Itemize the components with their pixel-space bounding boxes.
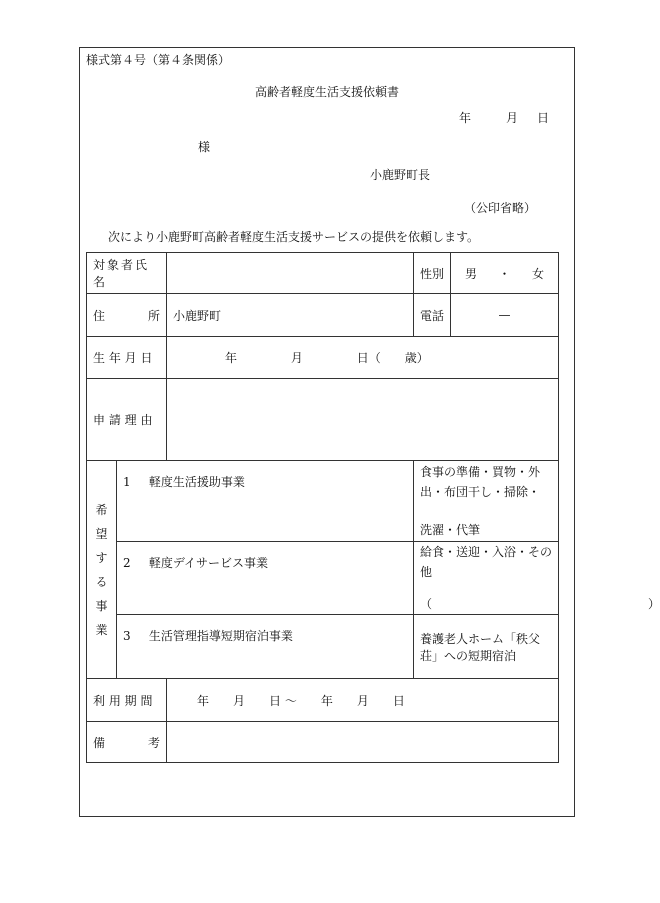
remarks-label-2: 考 xyxy=(148,735,161,750)
address-field[interactable]: 小鹿野町 xyxy=(167,294,414,337)
row-remarks xyxy=(87,722,559,763)
period-label: 利 用 期 間 xyxy=(87,679,167,722)
dob-month: 月 xyxy=(290,351,303,365)
remarks-label xyxy=(87,722,167,763)
service-name-2[interactable] xyxy=(117,542,414,615)
service-name: 生活管理指導短期宿泊事業 xyxy=(148,629,293,643)
service-detail-2 xyxy=(414,542,660,615)
dob-day-age: 日（ 歳） xyxy=(356,351,429,365)
row-period xyxy=(87,679,559,722)
dob-field[interactable] xyxy=(167,337,559,379)
row-reason xyxy=(87,379,559,461)
service-name: 軽度生活援助事業 xyxy=(148,475,245,489)
issuer-name: 小鹿野町長 xyxy=(370,168,431,182)
remarks-field[interactable] xyxy=(167,722,559,763)
services-label-char: す xyxy=(95,550,108,565)
remarks-label-1: 備 xyxy=(93,735,106,750)
reason-field[interactable] xyxy=(167,379,559,461)
address-label xyxy=(87,294,167,337)
service-number: 2 xyxy=(123,556,131,570)
document-title: 高齢者軽度生活支援依頼書 xyxy=(254,85,399,99)
services-label-char: 事 xyxy=(95,598,108,613)
services-label xyxy=(87,461,117,679)
service-detail-line: 洗濯・代筆 xyxy=(420,523,481,537)
form-page xyxy=(79,47,660,817)
gender-field[interactable] xyxy=(451,253,559,294)
service-detail-line: 食事の準備・買物・外出・布団干し・掃除・ xyxy=(420,465,541,499)
row-name xyxy=(87,253,559,294)
name-label: 対象者氏名 xyxy=(87,253,167,294)
form-number: 様式第４号（第４条関係） xyxy=(86,53,231,67)
phone-field[interactable]: — xyxy=(451,294,559,337)
address-label-1: 住 xyxy=(93,308,106,323)
date-month-label: 月 xyxy=(506,111,519,125)
seal-note: （公印省略） xyxy=(464,201,537,215)
name-field[interactable] xyxy=(167,253,414,294)
service-detail-line: 給食・送迎・入浴・その他 xyxy=(420,545,553,579)
phone-label: 電話 xyxy=(414,294,451,337)
row-address xyxy=(87,294,559,337)
dob-year: 年 xyxy=(225,351,238,365)
gender-female[interactable]: 女 xyxy=(531,266,544,281)
services-label-char: 望 xyxy=(95,526,108,541)
services-label-char: 希 xyxy=(95,502,108,517)
dob-label: 生 年 月 日 xyxy=(87,337,167,379)
services-label-char: 業 xyxy=(95,622,108,637)
row-service-3 xyxy=(87,615,559,679)
gender-label: 性別 xyxy=(414,253,451,294)
period-field[interactable]: 年 月 日 〜 年 月 日 xyxy=(167,679,559,722)
row-dob xyxy=(87,337,559,379)
intro-text: 次により小鹿野町高齢者軽度生活支援サービスの提供を依頼します。 xyxy=(108,230,480,244)
reason-label: 申 請 理 由 xyxy=(87,379,167,461)
service-number: 1 xyxy=(123,475,131,489)
date-year-label: 年 xyxy=(459,111,472,125)
service-detail-line[interactable]: （ ） xyxy=(420,597,660,611)
addressee-suffix: 様 xyxy=(198,140,211,154)
gender-separator: ・ xyxy=(498,266,511,281)
service-detail-1 xyxy=(414,461,559,542)
service-name-1[interactable] xyxy=(117,461,414,542)
service-detail-3: 養護老人ホーム「秩父荘」への短期宿泊 xyxy=(414,615,559,679)
row-service-2 xyxy=(87,542,559,615)
gender-male[interactable]: 男 xyxy=(465,266,478,281)
service-name: 軽度デイサービス事業 xyxy=(148,556,268,570)
address-label-2: 所 xyxy=(148,308,161,323)
row-service-1 xyxy=(87,461,559,542)
service-number: 3 xyxy=(123,629,131,643)
date-day-label: 日 xyxy=(537,111,550,125)
service-name-3[interactable] xyxy=(117,615,414,679)
services-label-char: る xyxy=(95,574,108,589)
request-form-table xyxy=(86,252,660,763)
